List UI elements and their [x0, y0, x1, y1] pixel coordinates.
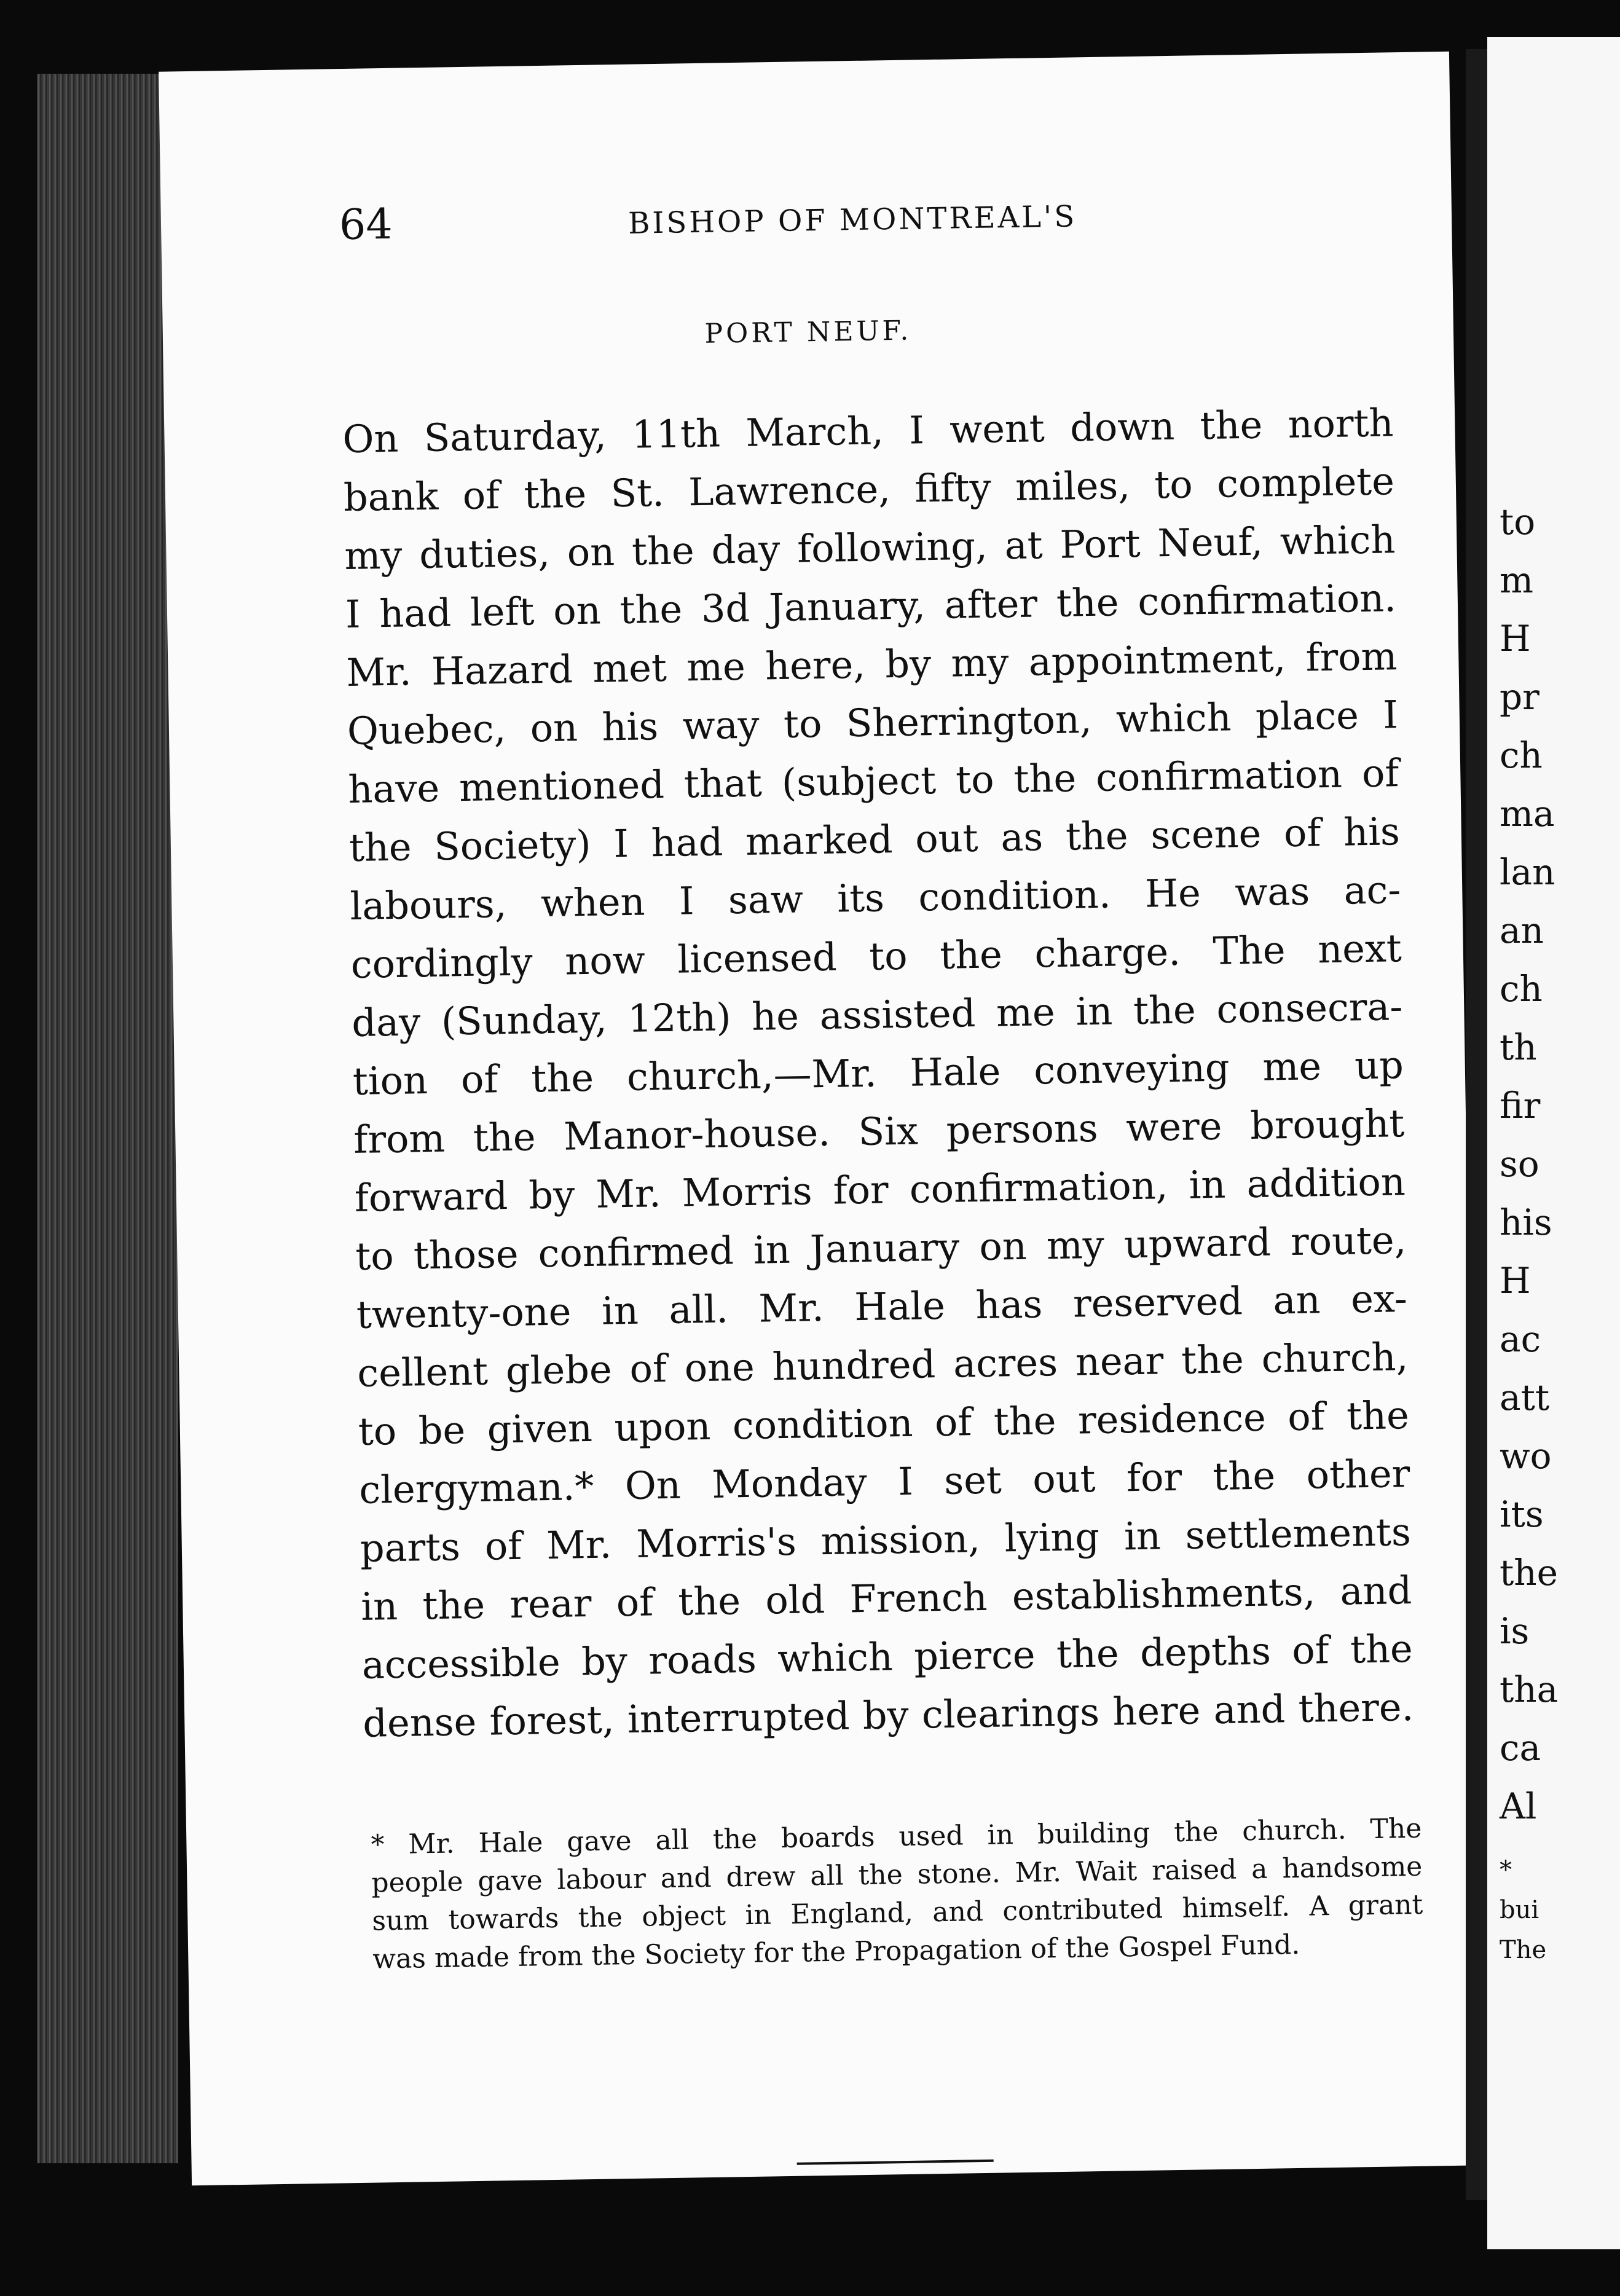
facing-page-fragment: H	[1500, 618, 1531, 659]
facing-page-fragment: the	[1500, 1552, 1558, 1594]
running-head	[160, 184, 1452, 259]
facing-page-fragment: H	[1500, 1260, 1531, 1302]
body-line: On Saturday, 11th March, I went down the north	[342, 400, 1394, 462]
facing-page-footnote-fragment: bui	[1500, 1896, 1539, 1924]
body-paragraph	[342, 393, 1414, 1753]
body-line: accessible by roads which pierce the depths of the	[361, 1626, 1414, 1688]
facing-page-fragment: ac	[1500, 1318, 1541, 1360]
book-page	[159, 52, 1482, 2186]
body-line: to be given upon condition of the residence of the	[358, 1393, 1410, 1454]
facing-page-fragment: tha	[1500, 1669, 1559, 1710]
facing-page-fragment: an	[1500, 910, 1544, 951]
body-line: clergyman.* On Monday I set out for the other	[358, 1451, 1410, 1512]
body-line: labours, when I saw its condition. He was ac-	[349, 867, 1401, 929]
body-line: parts of Mr. Morris's mission, lying in settlements	[360, 1509, 1412, 1571]
facing-page-fragment: m	[1500, 559, 1533, 601]
footnote-line: people gave labour and drew all the stone. Mr. Wait raised a handsome	[371, 1850, 1423, 1899]
body-line: from the Manor-house. Six persons were brought	[353, 1101, 1405, 1162]
body-line: dense forest, interrupted by clearings here and there.	[362, 1684, 1414, 1746]
body-line: forward by Mr. Morris for confirmation, in addition	[354, 1159, 1406, 1221]
body-line: have mentioned that (subject to the confirmation of	[347, 750, 1399, 812]
facing-page-fragment: its	[1500, 1493, 1544, 1535]
body-line: in the rear of the old French establishments, and	[360, 1567, 1412, 1629]
section-heading: PORT NEUF.	[704, 315, 912, 350]
facing-page	[1487, 37, 1620, 2249]
facing-page-fragment: att	[1500, 1377, 1550, 1418]
facing-page-fragment: fir	[1500, 1085, 1541, 1126]
footnote-line: * Mr. Hale gave all the boards used in building the church. The	[371, 1812, 1422, 1861]
facing-page-fragment: pr	[1500, 676, 1539, 718]
book-page-edges	[37, 74, 178, 2163]
facing-page-fragment: to	[1500, 501, 1536, 543]
facing-page-fragment: ma	[1500, 793, 1555, 835]
facing-page-footnote-fragment: *	[1500, 1856, 1512, 1884]
running-title: BISHOP OF MONTREAL'S	[627, 199, 1077, 241]
body-line: twenty-one in all. Mr. Hale has reserved an ex-	[356, 1276, 1408, 1337]
body-line: to those confirmed in January on my upward route,	[355, 1217, 1407, 1279]
footnote-line: was made from the Society for the Propagation of the Gospel Fund.	[372, 1928, 1300, 1975]
facing-page-fragment: is	[1500, 1610, 1530, 1652]
facing-page-fragment: his	[1500, 1201, 1552, 1243]
facing-page-fragment: th	[1500, 1026, 1537, 1068]
facing-page-footnote-fragment: The	[1500, 1936, 1547, 1964]
facing-page-fragment: so	[1500, 1143, 1539, 1185]
body-line: my duties, on the day following, at Port Neuf, which	[344, 517, 1396, 579]
closing-rule	[797, 2160, 994, 2165]
body-line: bank of the St. Lawrence, fifty miles, to complete	[343, 458, 1395, 521]
body-line: day (Sunday, 12th) he assisted me in the consecra-	[351, 984, 1403, 1045]
body-line: the Society) I had marked out as the scene of his	[348, 809, 1401, 870]
footnote	[371, 1810, 1424, 1979]
facing-page-fragment: Al	[1500, 1785, 1537, 1827]
body-line: I had left on the 3d January, after the confirmation.	[345, 575, 1397, 637]
facing-page-fragment: ch	[1500, 734, 1543, 776]
facing-page-fragment: wo	[1500, 1435, 1552, 1477]
facing-page-fragment: lan	[1500, 851, 1555, 893]
footnote-line: sum towards the object in England, and contributed himself. A grant	[372, 1889, 1423, 1937]
facing-page-fragment: ca	[1500, 1727, 1541, 1769]
page-number: 64	[339, 200, 393, 250]
body-line: cordingly now licensed to the charge. The next	[350, 926, 1402, 987]
page-gutter	[1466, 49, 1490, 2200]
body-line: Quebec, on his way to Sherrington, which place I	[347, 692, 1399, 754]
body-line: tion of the church,—Mr. Hale conveying me up	[352, 1042, 1404, 1104]
body-line: Mr. Hazard met me here, by my appointment, from	[345, 634, 1398, 696]
body-line: cellent glebe of one hundred acres near the church,	[356, 1334, 1409, 1396]
facing-page-fragment: ch	[1500, 968, 1543, 1010]
